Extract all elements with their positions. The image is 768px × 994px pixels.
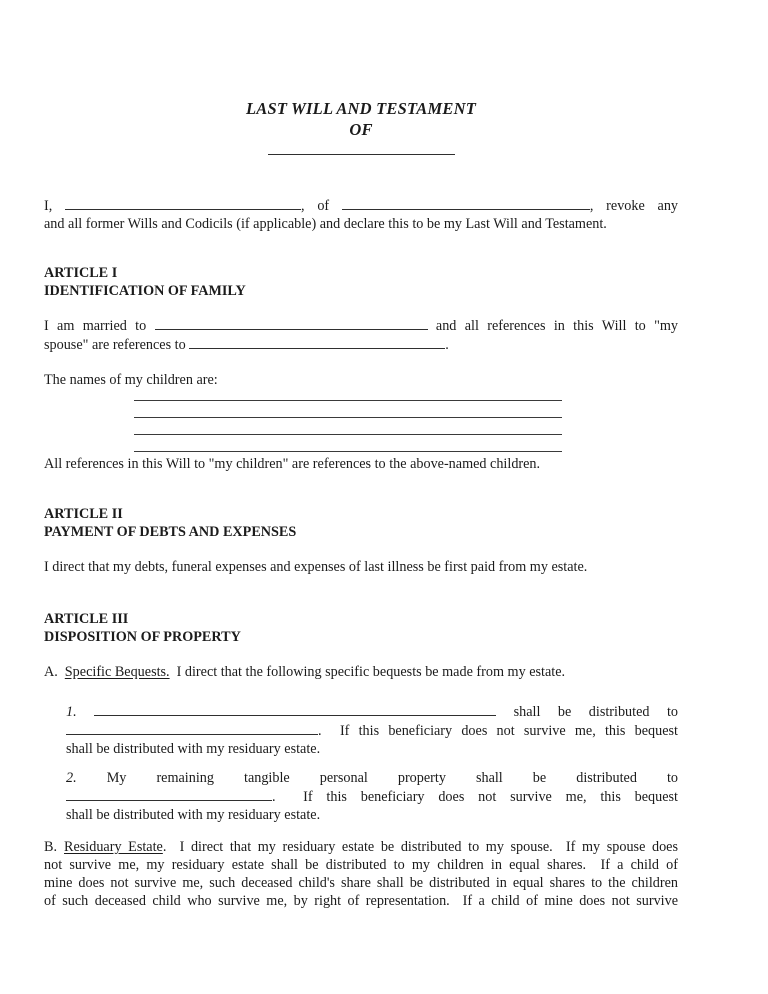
section-b-text-1: . I direct that my residuary estate be distributed to my spouse. If my spouse does [162,839,678,855]
document-title [44,98,678,140]
blank-child-name-2[interactable] [134,401,562,418]
article-ii-subheading: PAYMENT OF DEBTS AND EXPENSES [44,524,297,540]
children-name-lines [44,389,678,452]
opening-text-3: , revoke any [589,198,679,214]
marriage-paragraph [44,316,678,354]
blank-testator-full-name[interactable] [268,154,455,155]
item-1-number: 1. [66,704,77,720]
article-ii-heading: ARTICLE II [44,506,123,522]
opening-text-1: I, [44,198,53,214]
specific-bequest-item-2 [66,769,678,824]
section-a-title: Specific Bequests. [64,664,170,680]
article-i-heading-block [44,264,678,300]
blank-bequest-1-description[interactable] [94,702,496,716]
debts-paragraph: I direct that my debts, funeral expenses and expenses of last illness be first paid from my estate. [44,559,588,575]
article-ii-heading-block [44,505,678,541]
children-intro: The names of my children are: [44,372,218,388]
article-iii-heading: ARTICLE III [44,611,129,627]
will-document [44,0,678,910]
item-2-text-1: My remaining tangible personal property shall be distributed to [106,770,678,786]
article-iii-subheading: DISPOSITION OF PROPERTY [44,629,241,645]
blank-child-name-3[interactable] [134,418,562,435]
section-b-residuary-estate [44,838,678,910]
opening-paragraph [44,196,678,233]
blank-spouse-name[interactable] [155,316,428,330]
item-1-text-3: shall be distributed with my residuary estate. [66,741,321,757]
blank-testator-name[interactable] [65,196,301,210]
section-b-text-2: not survive me, my residuary estate shall be distributed to my children in equal shares. If a child of [44,857,678,873]
section-b-text-4: of such deceased child who survive me, by right of representation. If a child of mine does not survive [44,893,678,909]
blank-personal-property-beneficiary[interactable] [66,787,272,801]
article-i-subheading: IDENTIFICATION OF FAMILY [44,283,246,299]
opening-text-2: , of [301,198,330,214]
blank-bequest-1-beneficiary[interactable] [66,721,318,735]
item-1-text-2: . If this beneficiary does not survive me, this bequest [318,723,678,739]
section-a-specific-bequests [44,663,678,681]
children-note: All references in this Will to "my children" are references to the above-named children. [44,456,541,472]
section-b-title: Residuary Estate [64,839,163,855]
section-b-label: B. [44,839,58,855]
section-b-text-3: mine does not survive me, such deceased child's share shall be distributed in equal shares to the children [44,875,678,891]
title-line-2: OF [349,120,373,139]
item-2-number: 2. [66,770,77,786]
item-2-text-2: . If this beneficiary does not survive me, this bequest [272,789,678,805]
opening-text-4: and all former Wills and Codicils (if applicable) and declare this to be my Last Will and Testament. [44,216,607,232]
blank-child-name-1[interactable] [134,389,562,401]
blank-spouse-name-reference[interactable] [189,335,445,349]
marriage-text-4: . [445,337,449,353]
section-a-label: A. [44,664,58,680]
item-1-text-1: shall be distributed to [513,704,679,720]
blank-testator-residence[interactable] [342,196,590,210]
marriage-text-2: and all references in this Will to "my [435,318,679,334]
title-line-1: LAST WILL AND TESTAMENT [246,99,476,118]
item-2-text-3: shall be distributed with my residuary estate. [66,807,321,823]
blank-child-name-4[interactable] [134,435,562,452]
marriage-text-1: I am married to [44,318,147,334]
article-iii-heading-block [44,610,678,646]
section-a-text: I direct that the following specific bequests be made from my estate. [176,664,566,680]
specific-bequest-item-1 [66,702,678,758]
article-i-heading: ARTICLE I [44,265,118,281]
marriage-text-3: spouse" are references to [44,337,186,353]
